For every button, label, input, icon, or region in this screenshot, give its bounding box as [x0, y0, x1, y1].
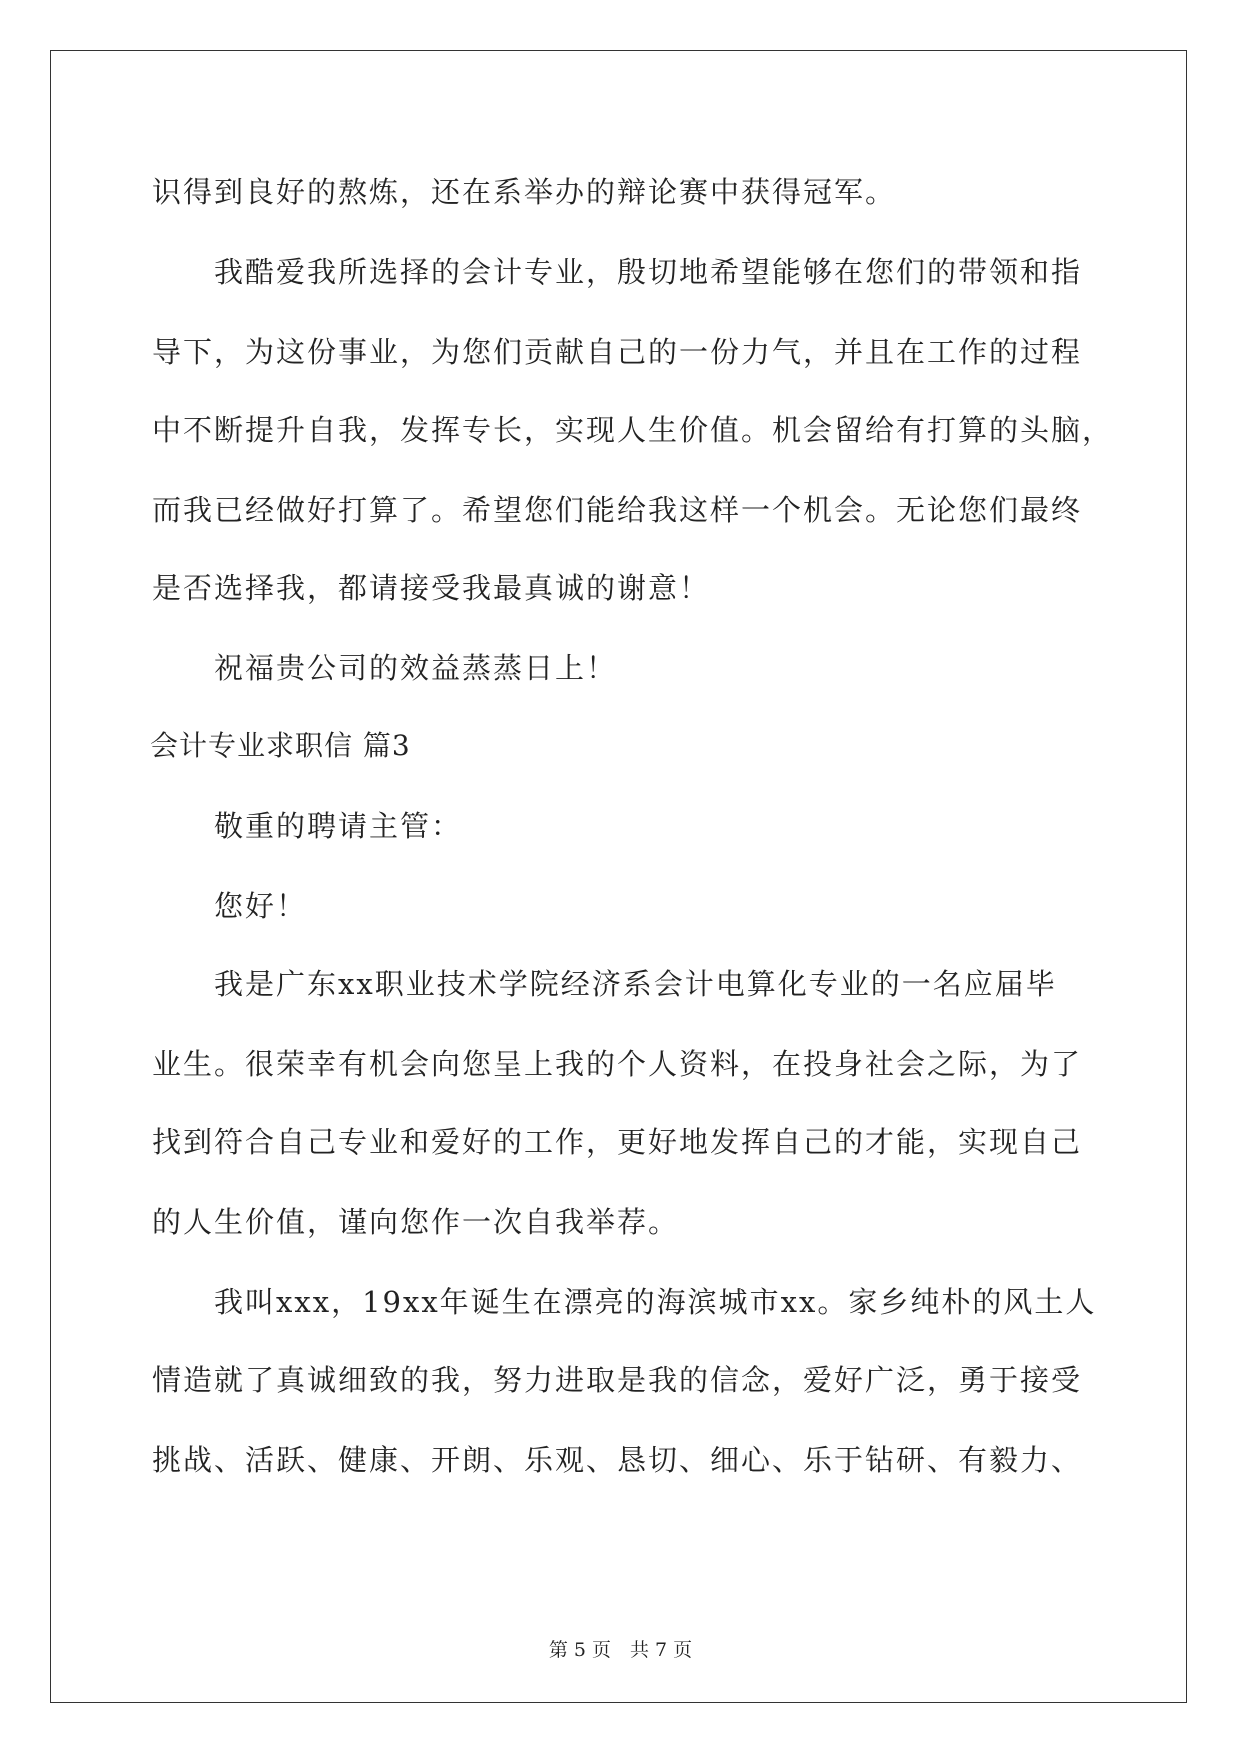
greeting: 您好！: [214, 889, 308, 923]
paragraph-line: 我叫xxx，19xx年诞生在漂亮的海滨城市xx。家乡纯朴的风土人: [214, 1285, 1097, 1319]
paragraph-line: 挑战、活跃、健康、开朗、乐观、恳切、细心、乐于钻研、有毅力、: [152, 1443, 1083, 1477]
paragraph-line: 祝福贵公司的效益蒸蒸日上！: [214, 651, 618, 685]
paragraph-line: 的人生价值，谨向您作一次自我举荐。: [152, 1205, 680, 1239]
section-heading: 会计专业求职信 篇3: [150, 729, 411, 762]
paragraph-line: 而我已经做好打算了。希望您们能给我这样一个机会。无论您们最终: [152, 493, 1083, 527]
paragraph-line: 识得到良好的熬炼，还在系举办的辩论赛中获得冠军。: [152, 175, 897, 209]
paragraph-line: 是否选择我，都请接受我最真诚的谢意！: [152, 571, 711, 605]
paragraph-line: 我酷爱我所选择的会计专业，殷切地希望能够在您们的带领和指: [214, 255, 1083, 289]
page-footer: 第 5 页 共 7 页: [548, 1639, 693, 1661]
paragraph-line: 找到符合自己专业和爱好的工作，更好地发挥自己的才能，实现自己: [152, 1125, 1083, 1159]
paragraph-line: 我是广东xx职业技术学院经济系会计电算化专业的一名应届毕: [214, 967, 1057, 1001]
paragraph-line: 中不断提升自我，发挥专长，实现人生价值。机会留给有打算的头脑，: [152, 413, 1114, 447]
salutation: 敬重的聘请主管：: [214, 809, 463, 843]
paragraph-line: 业生。很荣幸有机会向您呈上我的个人资料，在投身社会之际，为了: [152, 1047, 1083, 1081]
paragraph-line: 导下，为这份事业，为您们贡献自己的一份力气，并且在工作的过程: [152, 335, 1083, 369]
paragraph-line: 情造就了真诚细致的我，努力进取是我的信念，爱好广泛，勇于接受: [152, 1363, 1083, 1397]
